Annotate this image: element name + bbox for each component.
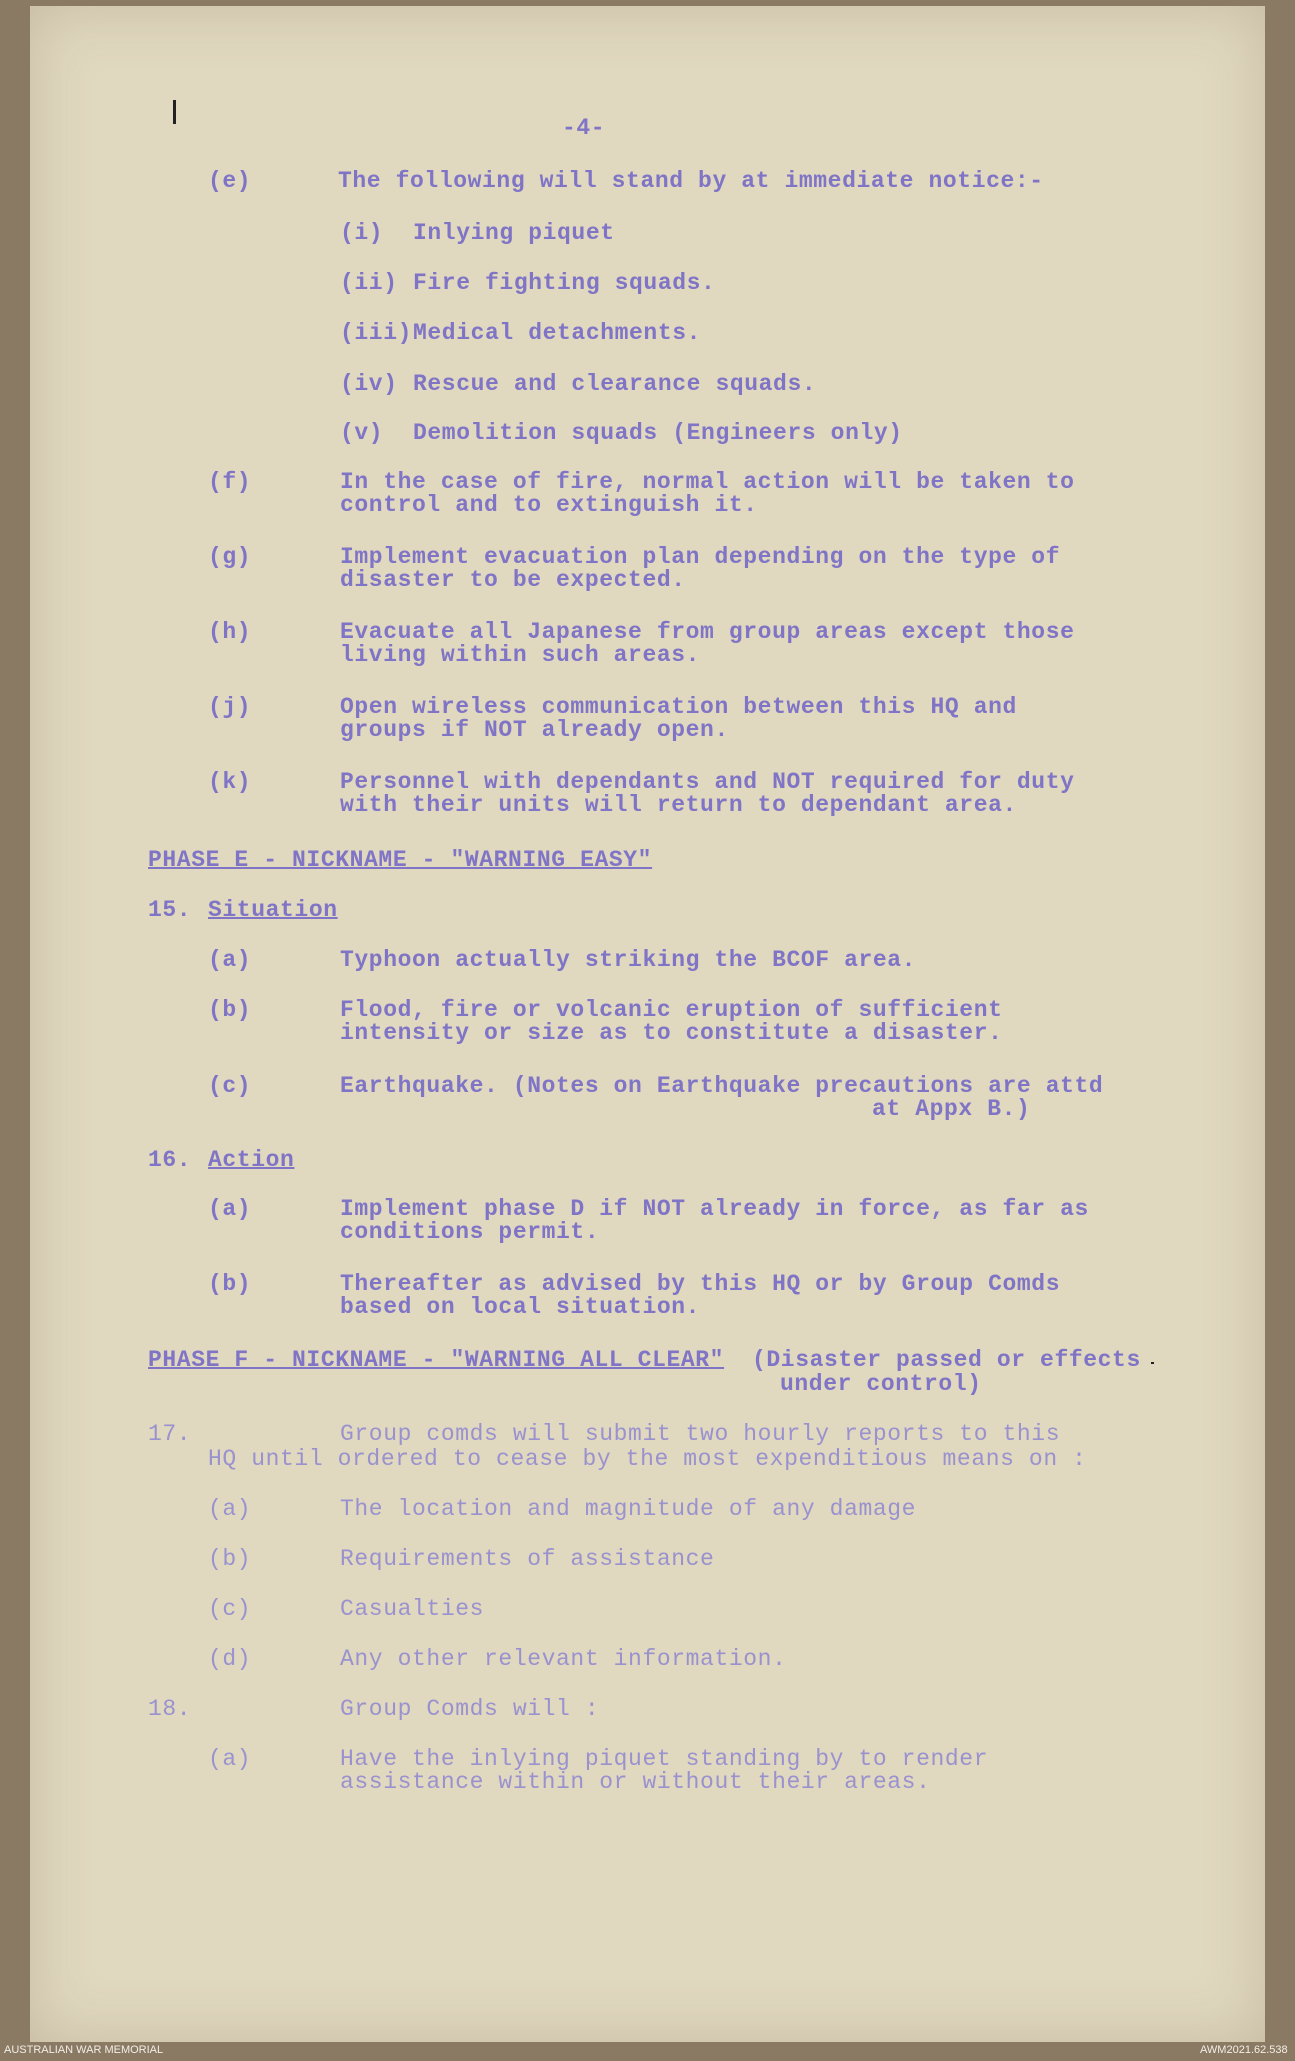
item-text: disaster to be expected.: [340, 567, 686, 593]
item-text: In the case of fire, normal action will be taken to: [340, 469, 1075, 495]
sub-text: Inlying piquet: [413, 220, 615, 246]
item-text: control and to extinguish it.: [340, 492, 758, 518]
item-label: (e): [208, 168, 252, 194]
para-number: 18.: [148, 1696, 192, 1722]
item-text: groups if NOT already open.: [340, 717, 729, 743]
item-text: Thereafter as advised by this HQ or by Group Comds: [340, 1271, 1061, 1297]
item-label: (b): [208, 1271, 252, 1297]
item-label: (b): [208, 1546, 252, 1572]
sub-label: (v): [340, 420, 384, 446]
item-text: The following will stand by at immediate notice:-: [338, 168, 1044, 194]
para-number: 17.: [148, 1421, 192, 1447]
item-text: Evacuate all Japanese from group areas except those: [340, 619, 1075, 645]
sub-text: Demolition squads (Engineers only): [413, 420, 903, 446]
sub-label: (iv): [340, 371, 398, 397]
item-label: (c): [208, 1596, 252, 1622]
sub-text: Medical detachments.: [413, 320, 702, 346]
page-number: -4-: [562, 115, 606, 141]
item-text: Requirements of assistance: [340, 1546, 715, 1572]
item-text: with their units will return to dependant area.: [340, 792, 1017, 818]
item-text: conditions permit.: [340, 1219, 600, 1245]
item-label: (b): [208, 997, 252, 1023]
item-text: Any other relevant information.: [340, 1646, 787, 1672]
item-label: (a): [208, 1196, 252, 1222]
item-label: (a): [208, 1746, 252, 1772]
item-label: (a): [208, 947, 252, 973]
item-label: (h): [208, 619, 252, 645]
item-text: Flood, fire or volcanic eruption of sufficient: [340, 997, 1003, 1023]
sub-label: (ii): [340, 270, 398, 296]
item-label: (g): [208, 544, 252, 570]
item-label: (d): [208, 1646, 252, 1672]
item-text: The location and magnitude of any damage: [340, 1496, 917, 1522]
item-text: based on local situation.: [340, 1294, 701, 1320]
sub-label: (iii): [340, 320, 413, 346]
phase-f-note: under control): [780, 1371, 982, 1397]
para-number: 16.: [148, 1147, 192, 1173]
margin-mark: [1151, 1362, 1154, 1364]
item-text: Open wireless communication between this HQ and: [340, 694, 1017, 720]
item-text: Typhoon actually striking the BCOF area.: [340, 947, 917, 973]
sub-label: (i): [340, 220, 384, 246]
item-text: Implement evacuation plan depending on the type of: [340, 544, 1061, 570]
para-text: Group Comds will :: [340, 1696, 600, 1722]
item-label: (k): [208, 769, 252, 795]
phase-f-heading: PHASE F - NICKNAME - "WARNING ALL CLEAR": [148, 1347, 725, 1373]
item-text: Casualties: [340, 1596, 485, 1622]
item-text: at Appx B.): [872, 1096, 1031, 1122]
item-text: Personnel with dependants and NOT required for duty: [340, 769, 1075, 795]
item-text: intensity or size as to constitute a disaster.: [340, 1020, 1003, 1046]
item-text: Implement phase D if NOT already in force, as far as: [340, 1196, 1089, 1222]
para-text: Group comds will submit two hourly reports to this: [340, 1421, 1061, 1447]
item-label: (c): [208, 1073, 252, 1099]
item-label: (f): [208, 469, 252, 495]
footer-right: AWM2021.62.538: [1200, 2044, 1288, 2056]
item-text: Have the inlying piquet standing by to render: [340, 1746, 989, 1772]
item-text: Earthquake. (Notes on Earthquake precautions are attd: [340, 1073, 1104, 1099]
item-text: living within such areas.: [340, 642, 701, 668]
footer-left: AUSTRALIAN WAR MEMORIAL: [4, 2044, 164, 2056]
item-label: (a): [208, 1496, 252, 1522]
para-number: 15.: [148, 897, 192, 923]
para-text: HQ until ordered to cease by the most expenditious means on :: [208, 1446, 1087, 1472]
para-title: Situation: [208, 897, 338, 923]
sub-text: Rescue and clearance squads.: [413, 371, 817, 397]
margin-mark: [173, 100, 176, 124]
item-text: assistance within or without their areas.: [340, 1769, 931, 1795]
phase-e-heading: PHASE E - NICKNAME - "WARNING EASY": [148, 847, 653, 873]
item-label: (j): [208, 694, 252, 720]
sub-text: Fire fighting squads.: [413, 270, 716, 296]
phase-f-note: (Disaster passed or effects: [752, 1347, 1141, 1373]
para-title: Action: [208, 1147, 295, 1173]
